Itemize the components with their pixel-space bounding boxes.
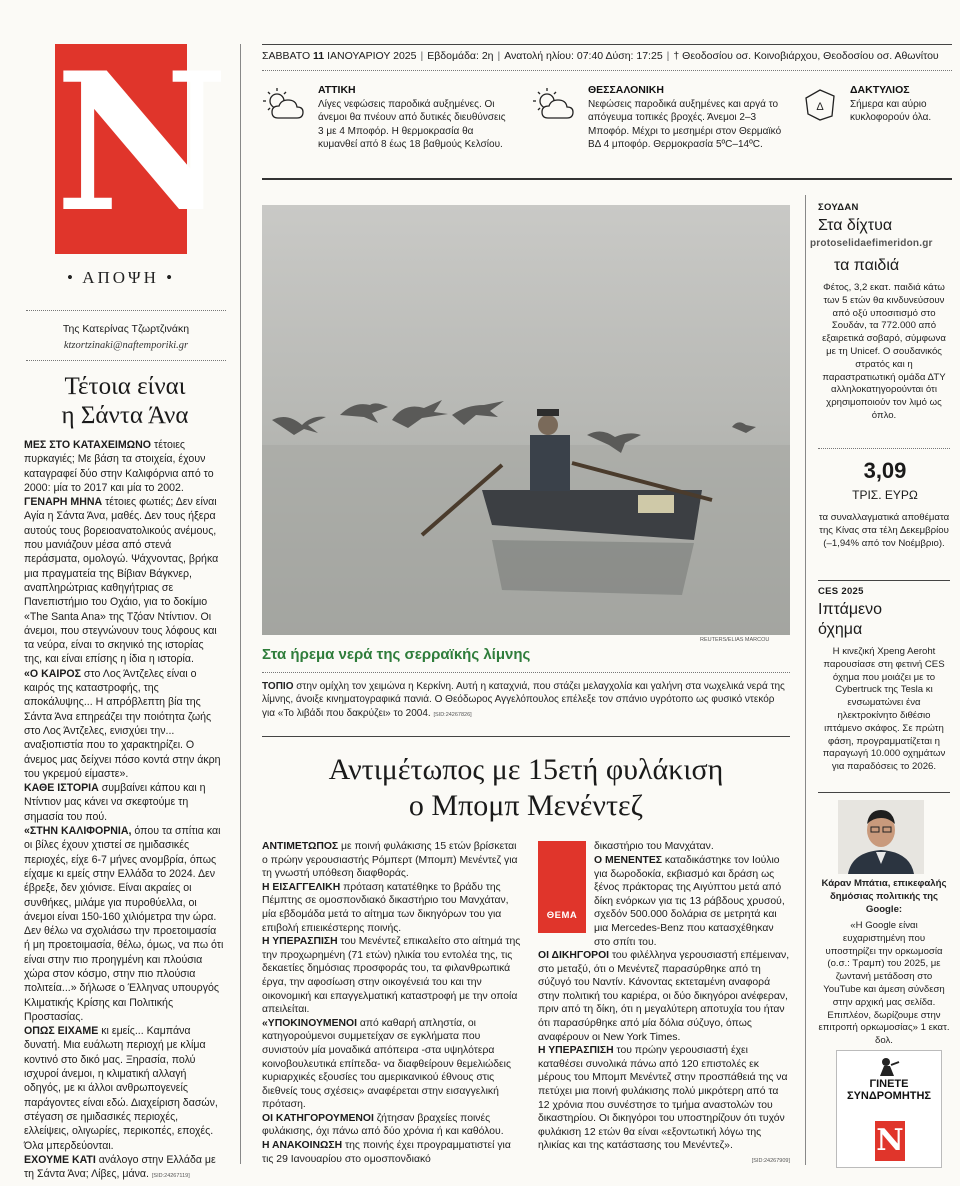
photo-caption	[262, 680, 790, 722]
article-column-2-top	[594, 854, 790, 949]
opinion-paragraph	[24, 1024, 224, 1153]
person-quote: «Η Google είναι ευχαριστημένη που υποστηρίζει την ορκωμοσία (ο.σ.: Τραμπ) του 2025, με ζωντανή μετάδοση στο YouTube και άμεση σύνδεση στην αρχική μας σελίδα. Επιπλέον, δωρίζουμε στην επιτροπή ορκωμοσίας» 1 εκατ. δολ.	[818, 920, 950, 1047]
article-paragraph	[262, 1139, 522, 1166]
paragraph-lead: ΚΑΘΕ ΙΣΤΟΡΙΑ	[24, 782, 99, 795]
photo-credit: REUTERS/ELIAS MARCOU	[700, 637, 770, 643]
paragraph-lead: «ΥΠΟΚΙΝΟΥΜΕΝΟΙ	[262, 1017, 357, 1029]
sidebar-head-sudan-1: Στα δίχτυα	[818, 217, 893, 234]
top-rule	[262, 44, 952, 45]
divider	[26, 310, 226, 311]
paragraph-text: του πρώην γερουσιαστή έχει καταθέσει συνολικά πάνω από 120 επιστολές εκ μέρους του Μπομπ Μενέντεζ στην προσπάθειά της να πετύχει μια ποινή φυλάκισης πολύ μικρότερη από τα 12 χρόνια που συνέστησε το τμήμα αναστολών του δικαστηρίου. Οι δικηγόροι του υποστηρίζουν ότι τυχόν φυλάκιση 12 ετών θα είναι «εξοντωτική λόγω της ηλικίας και της κατάστασης του Μενέντεζ».	[538, 1045, 788, 1152]
weather-bottom-rule	[262, 178, 952, 180]
paragraph-lead: «Ο ΚΑΙΡΟΣ	[24, 667, 81, 680]
sid-row	[538, 1153, 790, 1169]
weather-region: ΑΤΤΙΚΗ	[318, 84, 356, 96]
paragraph-lead: Η ΥΠΕΡΑΣΠΙΣΗ	[538, 1045, 614, 1057]
byline-name: Της Κατερίνας Τζωρτζινάκη	[62, 323, 190, 335]
photo-caption-title: Στα ήρεμα νερά της σερραϊκής λίμνης	[262, 646, 531, 663]
sidebar-head-sudan-2: τα παιδιά	[834, 257, 900, 274]
svg-text:Δ: Δ	[816, 101, 824, 113]
week-number: Εβδομάδα: 2η	[427, 50, 494, 62]
sid-code: [SID:24267119]	[151, 1173, 190, 1180]
subscribe-line2: ΣΥΝΔΡΟΜΗΤΗΣ	[846, 1090, 932, 1102]
weather-attica	[318, 84, 508, 152]
weather-thessaloniki	[588, 84, 788, 152]
paragraph-lead: ΟΙ ΔΙΚΗΓΟΡΟΙ	[538, 950, 610, 961]
opinion-paragraph	[24, 438, 224, 495]
opinion-paragraph	[24, 824, 224, 1024]
lake-photo	[262, 205, 790, 635]
article-paragraph	[262, 1017, 522, 1112]
weather-ring-road	[850, 84, 950, 125]
person-caption: Κάραν Μπάτια, επικεφαλής δημόσιας πολιτικής της Google:	[821, 878, 947, 915]
article-paragraph	[262, 881, 522, 935]
paragraph-text: πρόταση κατατέθηκε το βράδυ της Πέμπτης σε ομοσπονδιακό δικαστήριο του Μανχάταν, μία εβδομάδα μετά το αίτημα των δικηγόρων του για επιβολή επιεικέστερης ποινής.	[262, 881, 509, 934]
fisherman	[530, 435, 570, 491]
weather-region: ΘΕΣΣΑΛΟΝΙΚΗ	[588, 84, 664, 96]
reserves-unit: ΤΡΙΣ. ΕΥΡΩ	[852, 488, 918, 502]
column-divider	[805, 195, 806, 1165]
reserves-text: τα συναλλαγματικά αποθέματα της Κίνας στα τέλη Δεκεμβρίου (–1,94% από τον Νοέμβριο).	[818, 512, 950, 549]
article-paragraph	[538, 949, 790, 1044]
main-headline	[262, 752, 790, 824]
paragraph-text: από καθαρή απληστία, οι κατηγορούμενοι συμμετείχαν σε εγκλήματα που συνιστούν μία μοναδικά απόπειρα -στα υψηλότερα κοινοβουλευτικά επίπεδα- να διαφθείρουν θεμελιώδεις κυριαρχικές εξουσίες του αμερικανικού έθνους στις διεθνείς τους σχέσεις» αναφέρεται στην εισαγγελική πρόταση.	[262, 1017, 511, 1111]
paragraph-lead: ΓΕΝΑΡΗ ΜΗΝΑ	[24, 496, 103, 509]
divider	[818, 792, 950, 793]
weather-text: Σήμερα και αύριο κυκλοφορούν όλα.	[850, 98, 932, 123]
paragraph-lead: Η ΕΙΣΑΓΓΕΛΙΚΗ	[262, 881, 341, 893]
date-day: 11	[313, 50, 325, 62]
divider	[262, 736, 790, 737]
opinion-title-line2: η Σάντα Άνα	[61, 402, 189, 429]
paragraph-lead: Η ΥΠΕΡΑΣΠΙΣΗ	[262, 936, 338, 948]
article-paragraph	[262, 1112, 522, 1139]
paragraph-text: στο Λος Άντζελες είναι ο καιρός της καταστροφής, της αποκάλυψης... Η απρόβλεπτη βία της Σάντα Άνα επηρεάζει την ποιότητα ζωής στο Λος Άντζελες, ενισχύει την... αναξιοπιστία που τo χαρακτηρίζει. Ο άνεμος μας δείχνει πόσο κοντά στην άκρη του γκρεμού είμαστε».	[24, 667, 221, 780]
paragraph-text: κι εμείς... Καμπάνα δυνατή. Μια ευάλωτη περιοχή με κλίμα κοντινό στο δικό μας. Ξηρασία, πολύ ισχυροί άνεμοι, η κλιματική αλλαγή οδηγός, με κι άλλοι ανθρωπογενείς παράγοντες είναι εδώ. Διαχείριση δασών, στέγαση σε ημιδασικές περιοχές, ελλείψεις, ολιγωρίες, περικοπές, εποχές. Όλα μπερδεύονται.	[24, 1025, 218, 1152]
date-weekday: ΣΑΒΒΑΤΟ	[262, 50, 311, 62]
byline	[26, 323, 226, 335]
paragraph-lead: ΕΧΟΥΜΕ ΚΑΤΙ	[24, 1153, 96, 1166]
byline-email: ktzortzinaki@naftemporiki.gr	[63, 340, 189, 351]
sidebar-kicker-sudan: ΣΟΥΔΑΝ	[818, 202, 859, 213]
paragraph-lead: ΑΝΤΙΜΕΤΩΠΟΣ	[262, 841, 339, 852]
paragraph-text: της ποινής έχει προγραμματιστεί για τις 29 Ιανουαρίου στο ομοσπονδιακό	[262, 1140, 511, 1165]
caption-lead: ΤΟΠΙΟ	[262, 681, 294, 692]
sidebar-head-ces-1: Ιπτάμενο	[818, 601, 883, 618]
newspaper-logo	[55, 31, 229, 254]
weather-text: Λίγες νεφώσεις παροδικά αυξημένες. Οι άνεμοι θα πνέουν από δυτικές διευθύνσεις 3 με 4 Μποφόρ. Η θερμοκρασία θα κυμανθεί από 8 έως 18 βαθμούς Κελσίου.	[318, 98, 506, 150]
sid-code: [SID:24267826]	[433, 711, 472, 718]
weather-region: ΔΑΚΤΥΛΙΟΣ	[850, 84, 910, 96]
opinion-body	[24, 438, 224, 1183]
opinion-paragraph	[24, 781, 224, 824]
section-label: • ΑΠΟΨΗ •	[66, 268, 176, 287]
opinion-title	[20, 372, 230, 430]
divider	[262, 672, 790, 673]
paragraph-lead: «ΣΤΗΝ ΚΑΛΙΦΟΡΝΙΑ,	[24, 825, 132, 838]
reserves-number: 3,09	[863, 458, 907, 483]
divider	[262, 70, 952, 71]
subscribe-box[interactable]	[836, 1050, 942, 1168]
paragraph-text: ανάλογο στην Ελλάδα με τη Σάντα Άνα; Λίβες, μάνα.	[24, 1153, 216, 1181]
article-column-2	[538, 949, 790, 1169]
subscribe-logo: N	[875, 1121, 905, 1161]
saints-of-day: † Θεοδοσίου οσ. Κοινοβιάρχου, Θεοδοσίου οσ. Αθωνίτου	[673, 50, 939, 62]
article-paragraph	[262, 840, 522, 881]
ring-road-icon	[800, 86, 840, 126]
opinion-paragraph	[24, 495, 224, 667]
partly-cloudy-icon	[262, 86, 306, 126]
divider	[818, 580, 950, 581]
paragraph-lead: ΜΕΣ ΣΤΟ ΚΑΤΑΧΕΙΜΩΝΟ	[24, 439, 152, 451]
sidebar-body-ces: Η κινεζική Xpeng Aeroht παρουσίασε στη φετινή CES όχημα που μοιάζει με το Cybertruck της Tesla κι ενσωματώνει ένα ηλεκτροκίνητο διθέσιο ιπτάμενο σκάφος. Σε πρώτη φάση, προγραμματίζεται η παραγωγή 10.000 οχημάτων για παραδόσεις το 2026.	[822, 646, 946, 773]
sun-times: Ανατολή ηλίου: 07:40 Δύση: 17:25	[504, 50, 663, 62]
paragraph-text: καταδικάστηκε τον Ιούλιο για δωροδοκία, εκβιασμό και δράση ως ξένος πράκτορας της Αιγύπτου μετά από δίκη ενόρκων για τις 13 ράβδους χρυσού, σχεδόν 500.000 δολάρια σε μετρητά και μια Mercedes-Benz που κατασχέθηκαν στο σπίτι του.	[594, 855, 785, 948]
paragraph-lead: Ο ΜΕΝΕΝΤΕΣ	[594, 855, 663, 866]
paragraph-text: όπου τα σπίτια και οι βίλες έχουν χτιστεί σε ημιδασικές περιοχές, είχε 6-7 μήνες ανομβρία, όπως είχαμε κι εμείς στην Ελλάδα το 2024. Δεν έβρεξε, δεν χιόνισε. Είναι ακραίες οι συνθήκες, μιλάμε για πυροθύελλα, οι άνεμοι είναι 150-160 χιλιόμετρα την ώρα. Δεν θέλω να σχολιάσω την προετοιμασία ή μη προετοιμασία, θέλω, όμως, να πω ότι είναι στην πιο προηγμένη και πλούσια χώρα στον κόσμο, στην πιο πλούσια πολιτεία...» δήλωσε ο Έλληνας υπουργός Κλιματικής Κρίσης και Πολιτικής Προστασίας.	[24, 825, 224, 1023]
paragraph-lead: Η ΑΝΑΚΟΙΝΩΣΗ	[262, 1140, 343, 1152]
opinion-paragraph	[24, 667, 224, 781]
opinion-paragraph	[24, 1153, 224, 1184]
paragraph-text: τέτοιες φωτιές; Δεν είναι Αγία η Σάντα Άνα, μαθές. Δεν τους ήξερα αυτούς τους βορειοανατολικούς ανέμους, που μανιάζουν μέσα από στενά περάσματα, ομολογώ. Ψάχνοντας, βρήκα μια πραγματεία της Βίβιαν Βάγκνερ, αναπληρώτριας καθηγήτριας σε Πανεπιστήμιο του Οχάιο, για το δοκίμιο «The Santa Ana» της Τζόαν Ντίντιον. Οι άνεμοι, που στεγνώνουν τους λόφους και τα νεύρα, είναι το σκηνικό της ιστορίας της, και είναι επίσης η ίδια η ιστορία.	[24, 496, 219, 666]
person-portrait	[838, 800, 924, 874]
paragraph-lead: ΟΙ ΚΑΤΗΓΟΡΟΥΜΕΝΟΙ	[262, 1112, 374, 1124]
paragraph-text: με ποινή φυλάκισης 15 ετών βρίσκεται ο πρώην γερουσιαστής Ρόμπερτ (Μπομπ) Μενέντεζ για τη γνωστή υπόθεση διαφθοράς.	[262, 841, 518, 880]
theme-badge-label: ΘΕΜΑ	[546, 910, 578, 921]
paragraph-text: συμβαίνει κάπου και η Ντίντιον μας κάνει να σκεφτούμε τη σημασία του πού.	[24, 782, 206, 823]
paragraph-text: του Μενέντεζ επικαλείτο στο αίτημά της την προχωρημένη (71 ετών) ηλικία του εντολέα της, τις δεκαετίες δημόσιας προσφοράς του, τα φιλανθρωπικά έργα, την αφοσίωση στην οικογένειά του και την οικονομική και επαγγελματική καταστροφή με την οποία απειλείται.	[262, 936, 521, 1016]
date-month-year: ΙΑΝΟΥΑΡΙΟΥ 2025	[327, 50, 417, 62]
paragraph-text: ζήτησαν βραχείες ποινές φυλάκισης, όχι πάνω από δύο χρόνια ή και καθόλου.	[262, 1112, 504, 1138]
article-paragraph	[262, 935, 522, 1017]
sid-code: [SID:24267909]	[751, 1157, 790, 1164]
article-paragraph	[538, 1044, 790, 1153]
headline-line1: Αντιμέτωπος με 15ετή φυλάκιση	[328, 753, 724, 786]
subscribe-line1: ΓΙΝΕΤΕ	[869, 1078, 909, 1090]
column-divider	[240, 44, 241, 1164]
person-icon	[877, 1057, 903, 1077]
paragraph-lead: ΟΠΩΣ ΕΙΧΑΜΕ	[24, 1025, 99, 1038]
divider	[818, 448, 950, 449]
opinion-title-line1: Τέτοια είναι	[64, 373, 186, 400]
sidebar-head-ces-2: όχημα	[818, 621, 863, 638]
sidebar-body-sudan: Φέτος, 3,2 εκατ. παιδιά κάτω των 5 ετών θα κινδυνεύσουν από οξύ υποσιτισμό στο Σουδάν, τα 772.000 από εξαιρετικά σοβαρό, σύμφωνα με τη Unicef. Ο σουδανικός στρατός και η παραστρατιωτική ομάδα ΔΤΥ αλληλοκατηγορούνται ότι χρησιμοποιούν τον λιμό ως όπλο.	[822, 282, 946, 421]
sidebar-kicker-ces: CES 2025	[818, 586, 864, 597]
logo-letter: N	[55, 31, 229, 254]
date-bar: ΣΑΒΒΑΤΟ 11 ΙΑΝΟΥΑΡΙΟΥ 2025 | Εβδομάδα: 2η | Ανατολή ηλίου: 07:40 Δύση: 17:25 | † Θεοδοσίου οσ. Κοινοβιάρχου, Θεοδοσίου οσ. Αθωνίτου	[262, 50, 939, 62]
divider	[26, 360, 226, 361]
caption-text: στην ομίχλη τον χειμώνα η Κερκίνη. Αυτή η καταχνιά, που στάζει μελαγχολία και γαλήνη στα νωχελικά νερά της λίμνης, άνοιξε κινηματογραφικά πανιά. Ο Θεόδωρος Αγγελόπουλος επέλεξε τον σπάνιο υγρότοπο ως φυσικό ντεκόρ για «Το λιβάδι που δακρύζει» το 2004.	[262, 681, 785, 719]
headline-line2: ο Μπομπ Μενέντεζ	[408, 789, 644, 822]
boat-plate	[638, 495, 674, 513]
weather-text: Νεφώσεις παροδικά αυξημένες και αργά το απόγευμα τοπικές βροχές. Άνεμοι 2–3 Μποφόρ. Μέχρι το μεσημέρι στον Θερμαϊκό ΒΔ 4 μποφόρ. Θερμοκρασία 5ºC–14ºC.	[588, 98, 782, 150]
watermark: protoselidaefimeridon.gr	[810, 238, 933, 249]
article-column-1	[262, 840, 522, 1166]
paragraph-text: τέτοιες πυρκαγιές; Με βάση τα στοιχεία, έχουν καταγραφεί δύο στην Καλιφόρνια από το 2000: μία το 2017 και μία το 2002.	[24, 439, 214, 494]
article-paragraph	[594, 854, 790, 949]
paragraph-text: του φιλέλληνα γερουσιαστή επέμειναν, στο μεταξύ, ότι ο Μενέντεζ παρασύρθηκε από τη σύζυγό του Ναντίν. Κάνοντας εκτεταμένη αναφορά στην πολιτική του καριέρα, οι δύο δικηγόροι ανέφεραν, πριν από τη δίκη, ότι η μεγαλύτερη αποτυχία του ήταν ότι παρασύρθηκε από μία δόλια σύζυγο, όπως αναφέρουν οι New York Times.	[538, 950, 790, 1043]
subscribe-label[interactable]	[836, 1078, 942, 1102]
article-continuation: δικαστήριο του Μανχάταν.	[594, 841, 714, 852]
partly-cloudy-icon	[532, 86, 576, 126]
